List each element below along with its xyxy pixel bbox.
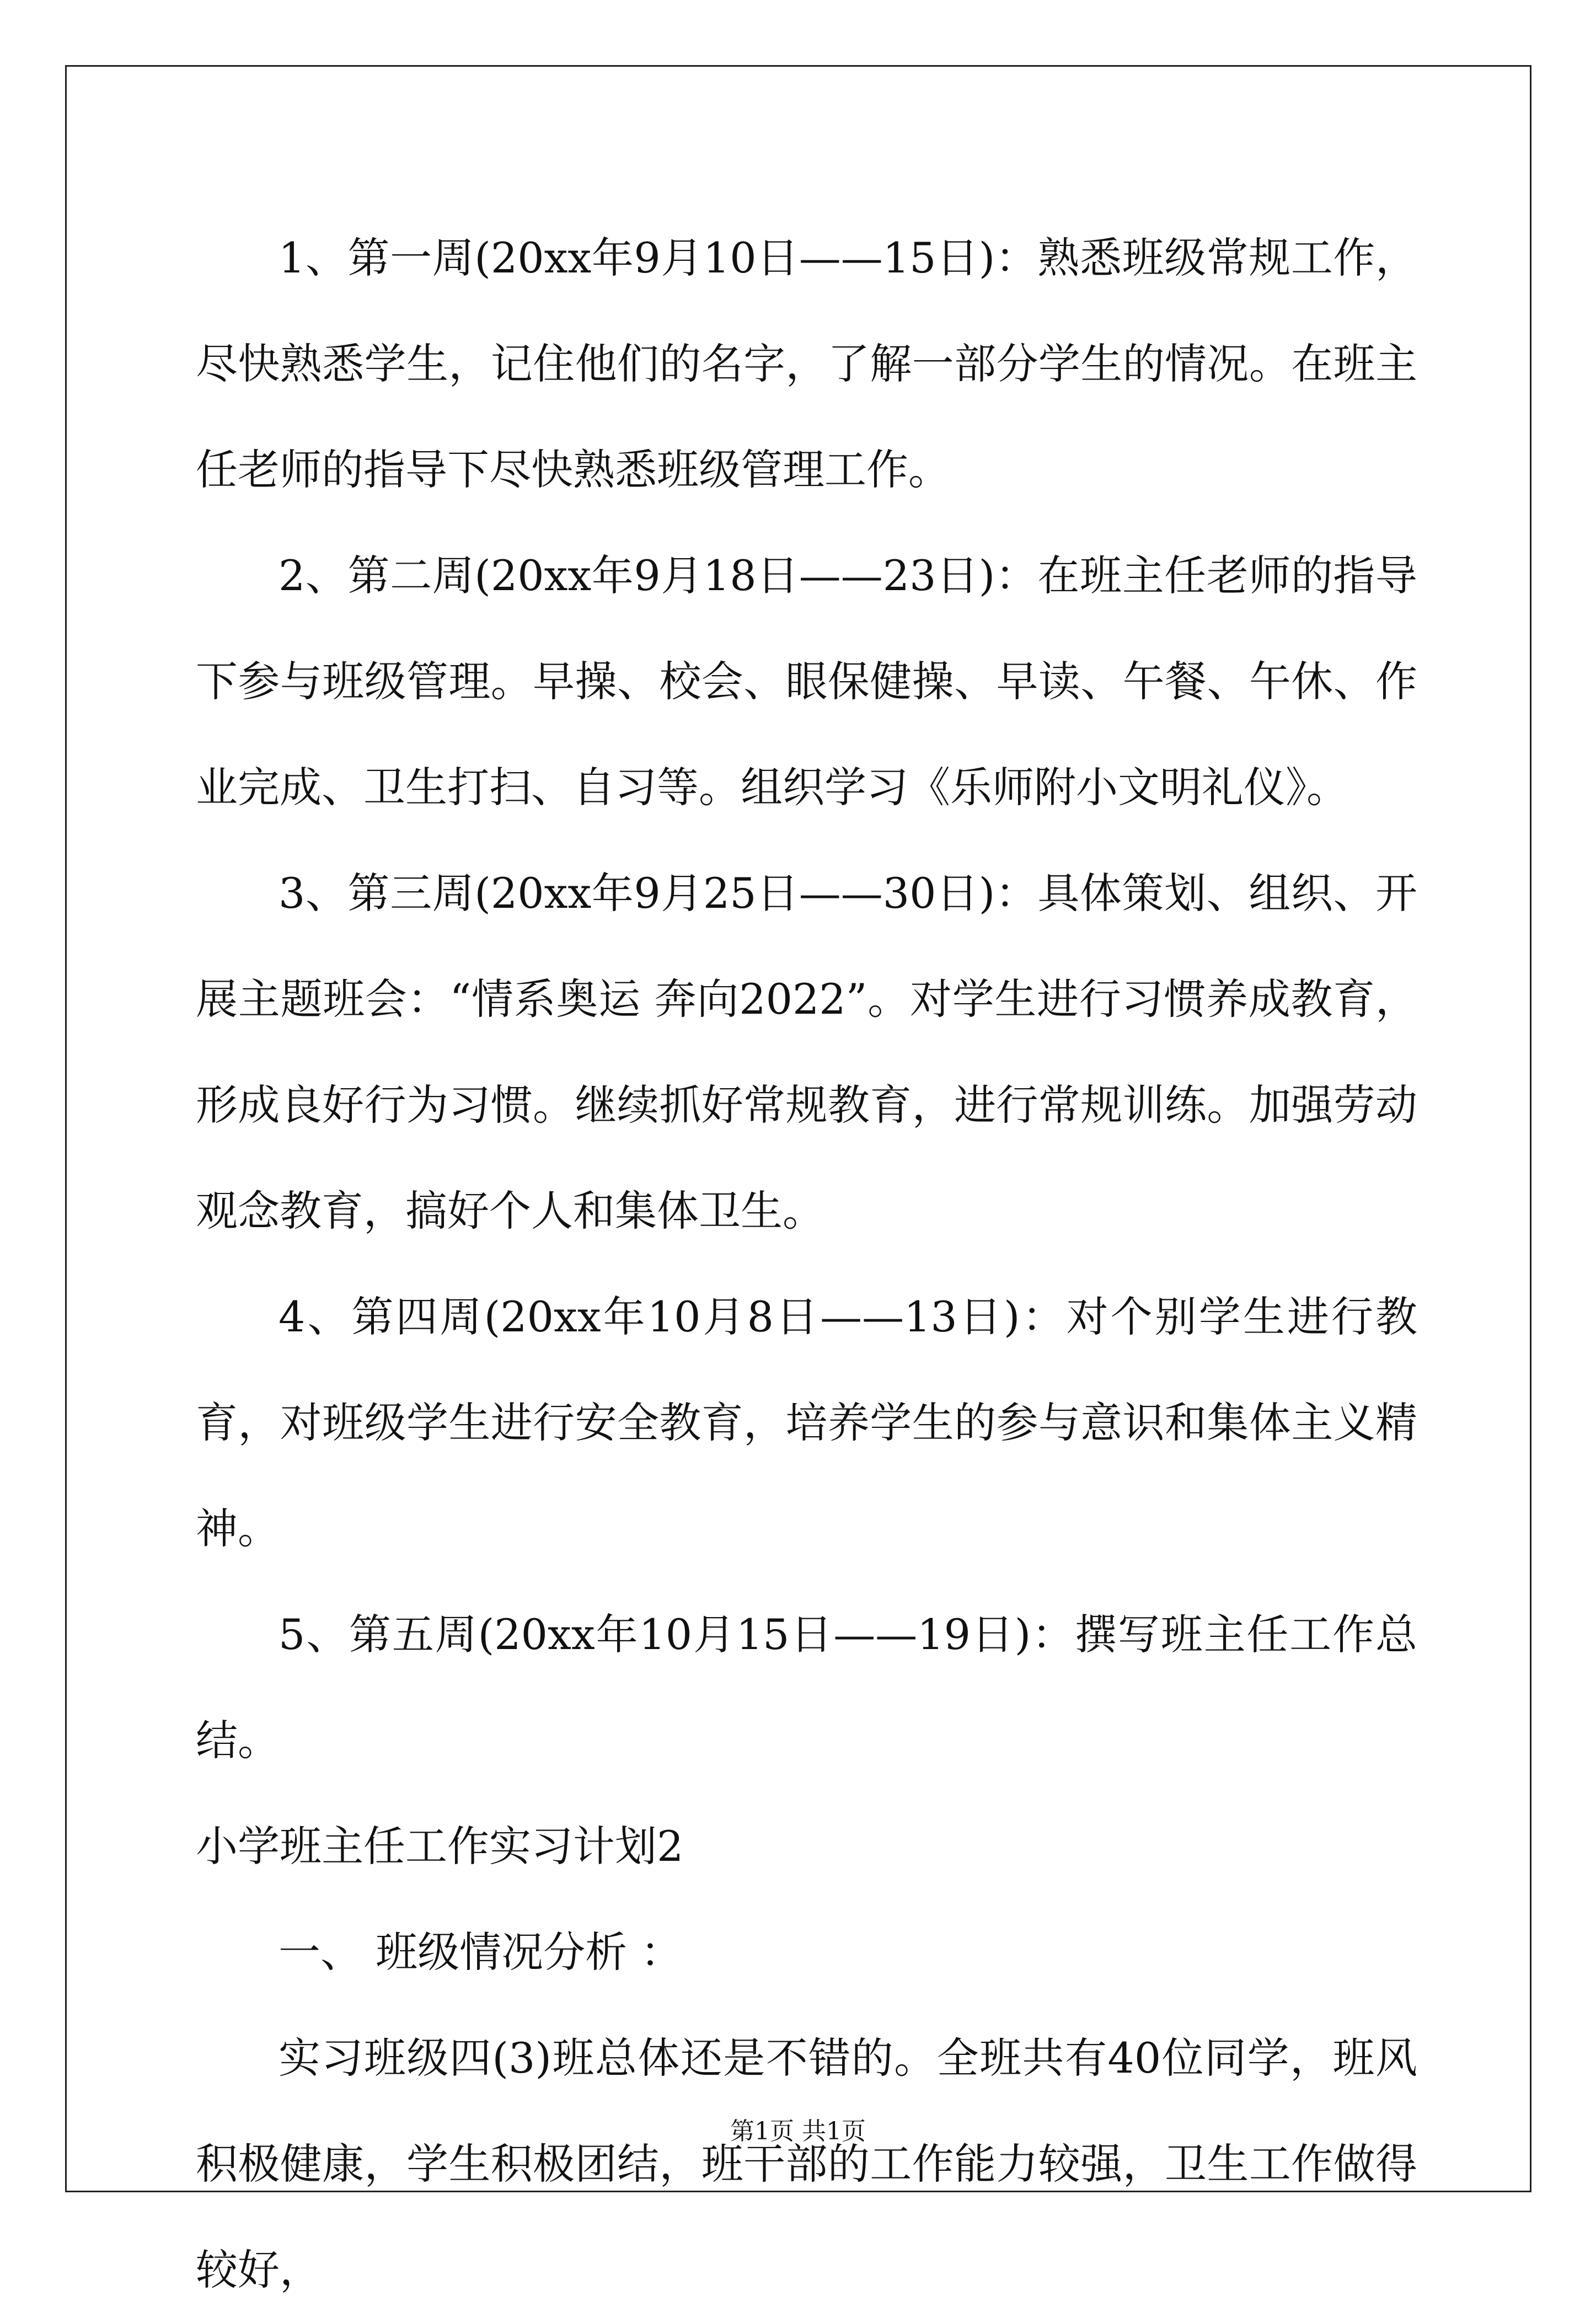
paragraph-class-analysis: 实习班级四(3)班总体还是不错的。全班共有40位同学，班风积极健康，学生积极团结，班干部的工作能力较强，卫生工作做得较好， xyxy=(196,2033,1417,2294)
subsection-heading: 一、 班级情况分析 ： xyxy=(279,1928,683,1977)
document-body xyxy=(196,205,1417,2323)
paragraph-week-3: 3、第三周(20xx年9月25日——30日)：具体策划、组织、开展主题班会：“情系奥运 奔向2022”。对学生进行习惯养成教育，形成良好行为习惯。继续抓好常规教育，进行常规训练。加强劳动观念教育，搞好个人和集体卫生。 xyxy=(196,869,1417,1235)
page-footer: 第1页 共1页 xyxy=(730,2117,866,2145)
paragraph-week-5: 5、第五周(20xx年10月15日——19日)：撰写班主任工作总结。 xyxy=(196,1610,1417,1765)
paragraph-week-4: 4、第四周(20xx年10月8日——13日)：对个别学生进行教育，对班级学生进行安全教育，培养学生的参与意识和集体主义精神。 xyxy=(196,1292,1417,1553)
paragraph-week-2: 2、第二周(20xx年9月18日——23日)：在班主任老师的指导下参与班级管理。早操、校会、眼保健操、早读、午餐、午休、作业完成、卫生打扫、自习等。组织学习《乐师附小文明礼仪》。 xyxy=(196,551,1417,812)
section-heading: 小学班主任工作实习计划2 xyxy=(196,1822,684,1871)
paragraph-week-1: 1、第一周(20xx年9月10日——15日)：熟悉班级常规工作，尽快熟悉学生，记住他们的名字，了解一部分学生的情况。在班主任老师的指导下尽快熟悉班级管理工作。 xyxy=(196,233,1417,494)
